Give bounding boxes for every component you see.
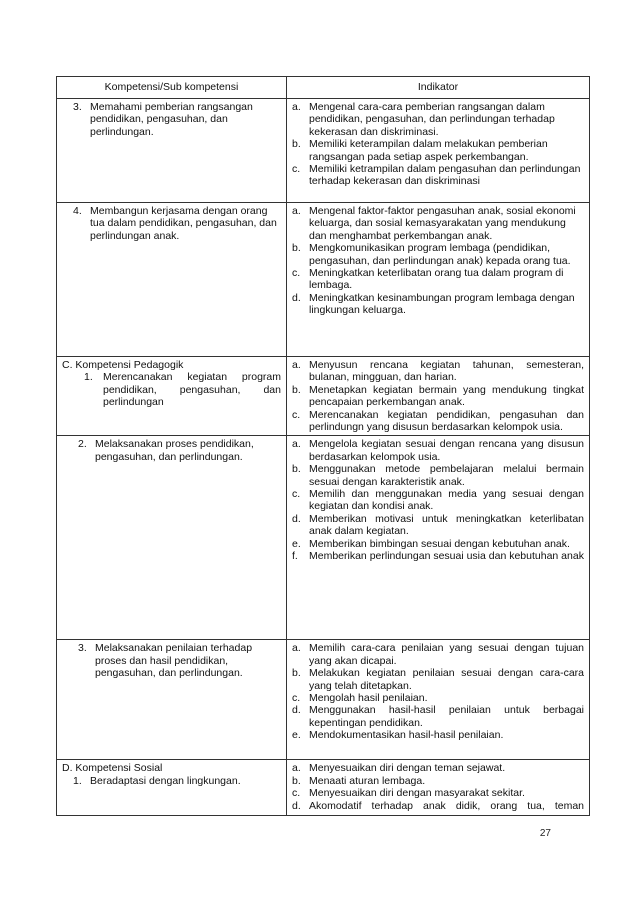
list-item bbox=[292, 762, 584, 774]
indicator-letter: b. bbox=[292, 383, 301, 396]
indicator-letter: a. bbox=[292, 101, 301, 113]
indicator-cell bbox=[287, 99, 590, 203]
indicator-text: Menyesuaikan diri dengan teman sejawat. bbox=[309, 762, 506, 775]
list-item bbox=[292, 800, 584, 812]
indicator-text: Mendokumentasikan hasil-hasil penilaian. bbox=[309, 729, 504, 742]
table-row bbox=[57, 436, 590, 640]
competence-number: 1. bbox=[84, 371, 93, 384]
list-item bbox=[292, 513, 584, 538]
indicator-cell bbox=[287, 436, 590, 640]
indicator-letter: a. bbox=[292, 438, 301, 451]
competence-cell bbox=[57, 436, 287, 640]
indicator-text: Meningkatkan keterlibatan orang tua dalam program di lembaga. bbox=[309, 267, 564, 292]
list-item bbox=[292, 359, 584, 384]
list-item bbox=[292, 667, 584, 692]
competence-cell bbox=[57, 640, 287, 760]
indicator-text: Menyesuaikan diri dengan masyarakat sekitar. bbox=[309, 787, 525, 800]
section-title: C. Kompetensi Pedagogik bbox=[62, 359, 184, 371]
competence-number: 2. bbox=[78, 438, 87, 451]
indicator-text: Mengkomunikasikan program lembaga (pendidikan, pengasuhan, dan perlindungan anak) kepada orang tua. bbox=[309, 242, 571, 267]
indicator-text: Meningkatkan kesinambungan program lembaga dengan lingkungan keluarga. bbox=[309, 291, 575, 317]
table-header-row bbox=[57, 77, 590, 99]
competence-number: 3. bbox=[73, 101, 82, 113]
indicator-letter: a. bbox=[292, 642, 301, 655]
indicator-letter: c. bbox=[292, 692, 301, 705]
indicator-letter: d. bbox=[292, 291, 301, 304]
competence-cell bbox=[57, 203, 287, 357]
page-number: 27 bbox=[539, 828, 551, 839]
list-item bbox=[292, 163, 584, 188]
indicator-text: Memberikan perlindungan sesuai usia dan kebutuhan anak bbox=[309, 550, 584, 563]
indicator-letter: c. bbox=[292, 408, 301, 421]
list-item bbox=[292, 729, 584, 741]
indicator-letter: b. bbox=[292, 463, 301, 476]
indicator-text: Memberikan motivasi untuk meningkatkan keterlibatan anak dalam kegiatan. bbox=[309, 512, 584, 538]
section-title: D. Kompetensi Sosial bbox=[62, 762, 163, 775]
indicator-letter: e. bbox=[292, 537, 301, 550]
indicator-letter: e. bbox=[292, 729, 301, 742]
table-row bbox=[57, 99, 590, 203]
indicator-text: Akomodatif terhadap anak didik, orang tua, teman bbox=[309, 799, 584, 812]
competency-table bbox=[56, 76, 590, 816]
table-row bbox=[57, 357, 590, 436]
indicator-list bbox=[292, 642, 584, 741]
list-item bbox=[292, 438, 584, 463]
indicator-list bbox=[292, 438, 584, 562]
indicator-text: Memilih cara-cara penilaian yang sesuai dengan tujuan yang akan dicapai. bbox=[309, 642, 584, 667]
competence-number: 3. bbox=[78, 642, 87, 655]
indicator-text: Menaati aturan lembaga. bbox=[309, 774, 426, 787]
competence-cell bbox=[57, 99, 287, 203]
indicator-text: Memberikan bimbingan sesuai dengan kebutuhan anak. bbox=[309, 537, 570, 550]
list-item bbox=[292, 775, 584, 787]
indicator-text: Mengenal faktor-faktor pengasuhan anak, sosial ekonomi keluarga, dan sosial kemasyarakatan yang mendukung dan menghambat perkembangan anak. bbox=[309, 205, 576, 242]
indicator-cell bbox=[287, 203, 590, 357]
indicator-letter: a. bbox=[292, 762, 301, 775]
competence-cell bbox=[57, 357, 287, 436]
indicator-text: Memilih dan menggunakan media yang sesuai dengan kegiatan dan kondisi anak. bbox=[309, 488, 584, 513]
list-item bbox=[292, 242, 584, 267]
competence-text: Membangun kerjasama dengan orang tua dalam pendidikan, pengasuhan, dan perlindungan anak. bbox=[90, 205, 277, 242]
indicator-list bbox=[292, 762, 584, 812]
competence-text: Beradaptasi dengan lingkungan. bbox=[90, 774, 241, 787]
indicator-letter: c. bbox=[292, 787, 301, 800]
indicator-text: Memiliki keterampilan dalam melakukan pemberian rangsangan pada setiap aspek perkembangan. bbox=[309, 138, 548, 163]
indicator-letter: b. bbox=[292, 774, 301, 787]
indicator-letter: b. bbox=[292, 138, 301, 151]
indicator-cell bbox=[287, 760, 590, 816]
list-item bbox=[292, 463, 584, 488]
list-item bbox=[292, 101, 584, 138]
indicator-cell bbox=[287, 357, 590, 436]
indicator-text: Menetapkan kegiatan bermain yang mendukung tingkat pencapaian perkembangan anak. bbox=[309, 383, 584, 409]
indicator-text: Melakukan kegiatan penilaian sesuai dengan cara-cara yang telah ditetapkan. bbox=[309, 667, 584, 692]
list-item bbox=[292, 292, 584, 317]
indicator-letter: d. bbox=[292, 704, 301, 717]
list-item bbox=[292, 488, 584, 513]
indicator-letter: b. bbox=[292, 242, 301, 255]
indicator-letter: f. bbox=[292, 550, 298, 563]
table-row bbox=[57, 640, 590, 760]
competence-text: Merencanakan kegiatan program pendidikan, pengasuhan, dan perlindungan bbox=[103, 371, 281, 409]
competence-number: 1. bbox=[73, 774, 82, 787]
indicator-text: Merencanakan kegiatan pendidikan, pengasuhan dan perlindungn yang disusun berdasarkan kelompok usia. bbox=[309, 408, 584, 434]
list-item bbox=[292, 409, 584, 434]
list-item bbox=[292, 787, 584, 799]
indicator-letter: a. bbox=[292, 359, 301, 371]
indicator-text: Mengolah hasil penilaian. bbox=[309, 692, 428, 705]
indicator-cell bbox=[287, 640, 590, 760]
header-competence: Kompetensi/Sub kompetensi bbox=[57, 77, 287, 99]
list-item bbox=[292, 704, 584, 729]
indicator-letter: c. bbox=[292, 163, 301, 176]
list-item bbox=[292, 538, 584, 550]
indicator-text: Menyusun rencana kegiatan tahunan, semesteran, bulanan, mingguan, dan harian. bbox=[309, 359, 584, 384]
indicator-letter: a. bbox=[292, 205, 301, 217]
list-item bbox=[292, 642, 584, 667]
list-item bbox=[292, 384, 584, 409]
indicator-letter: c. bbox=[292, 267, 301, 280]
indicator-letter: c. bbox=[292, 488, 301, 501]
indicator-letter: d. bbox=[292, 799, 301, 812]
header-indicator: Indikator bbox=[287, 77, 590, 99]
indicator-list bbox=[292, 101, 584, 188]
indicator-text: Mengenal cara-cara pemberian rangsangan dalam pendidikan, pengasuhan, dan perlindungan terhadap kekerasan dan diskriminasi. bbox=[309, 101, 555, 138]
list-item bbox=[292, 267, 584, 292]
indicator-text: Menggunakan metode pembelajaran melalui bermain sesuai dengan karakteristik anak. bbox=[309, 463, 584, 488]
competence-number: 4. bbox=[73, 205, 82, 217]
list-item bbox=[292, 550, 584, 562]
competence-cell bbox=[57, 760, 287, 816]
list-item bbox=[292, 205, 584, 242]
indicator-letter: b. bbox=[292, 667, 301, 680]
table-row bbox=[57, 203, 590, 357]
competence-text: Melaksanakan proses pendidikan, pengasuhan, dan perlindungan. bbox=[95, 438, 254, 463]
table-row bbox=[57, 760, 590, 816]
competence-text: Memahami pemberian rangsangan pendidikan, pengasuhan, dan perlindungan. bbox=[90, 101, 253, 138]
indicator-text: Mengelola kegiatan sesuai dengan rencana yang disusun berdasarkan kelompok usia. bbox=[309, 438, 584, 463]
indicator-list bbox=[292, 205, 584, 317]
competence-text: Melaksanakan penilaian terhadap proses dan hasil pendidikan, pengasuhan, dan perlindungan. bbox=[95, 642, 253, 680]
indicator-text: Memiliki ketrampilan dalam pengasuhan dan perlindungan terhadap kekerasan dan diskriminasi bbox=[309, 163, 581, 188]
list-item bbox=[292, 692, 584, 704]
indicator-letter: d. bbox=[292, 512, 301, 525]
indicator-list bbox=[292, 359, 584, 433]
indicator-text: Menggunakan hasil-hasil penilaian untuk berbagai kepentingan pendidikan. bbox=[309, 704, 584, 729]
list-item bbox=[292, 138, 584, 163]
